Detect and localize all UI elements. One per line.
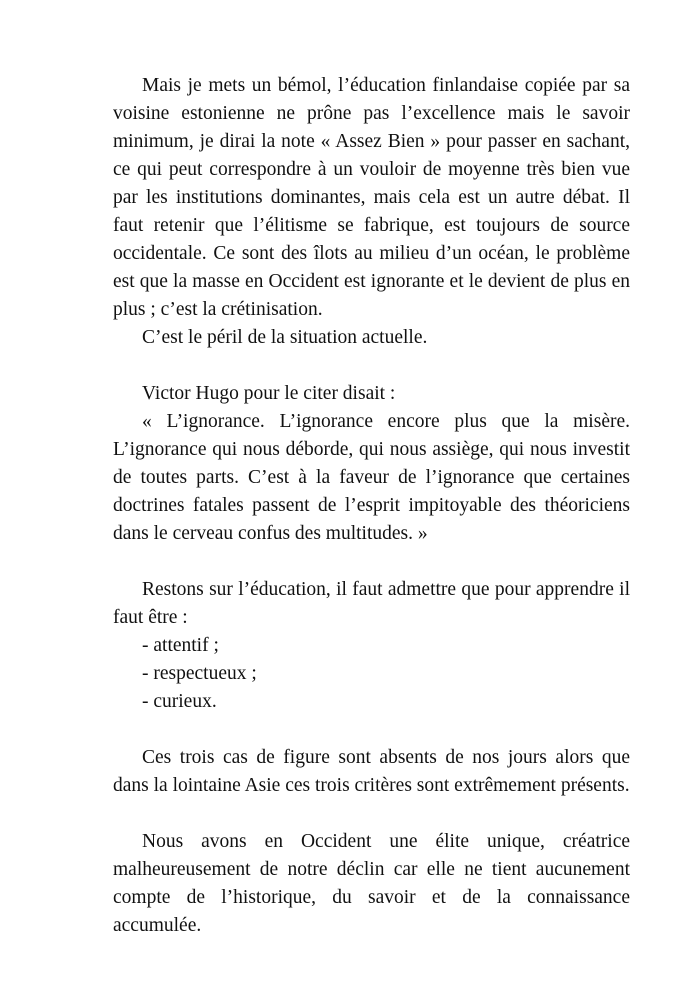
paragraph-peril: C’est le péril de la situation actuelle. — [142, 327, 428, 348]
paragraph-gap — [113, 716, 630, 744]
list-item-attentif: - attentif ; — [142, 635, 219, 656]
paragraph-education-finlandaise: Mais je mets un bémol, l’éducation finlandaise copiée par sa voisine estonienne ne prône pas l’excellence mais le savoir minimum, je dirai la note « Assez Bien » pour passer en sachant, ce qui peut correspondre à un vouloir de moyenne très bien vue par les institutions dominantes, mais cela est un autre débat. Il faut retenir que l’élitisme se fabrique, est toujours de source occidentale. Ce sont des îlots au milieu d’un océan, le problème est que la masse en Occident est ignorante et le devient de plus en plus ; c’est la crétinisation. — [113, 75, 630, 320]
paragraph-elite-occident: Nous avons en Occident une élite unique, créatrice malheureusement de notre déclin car elle ne tient aucunement compte de l’historique, du savoir et de la connaissance accumulée. — [113, 831, 630, 936]
paragraph-gap — [113, 548, 630, 576]
paragraph-victor-hugo-intro: Victor Hugo pour le citer disait : — [142, 383, 396, 404]
paragraph-gap — [113, 800, 630, 828]
paragraph-quote-ignorance: « L’ignorance. L’ignorance encore plus que la misère. L’ignorance qui nous déborde, qui nous assiège, qui nous investit de toutes parts. C’est à la faveur de l’ignorance que certaines doctrines fatales passent de l’esprit impitoyable des théoriciens dans le cerveau confus des multitudes. » — [113, 411, 630, 544]
paragraph-gap — [113, 352, 630, 380]
list-item-curieux: - curieux. — [142, 691, 217, 712]
paragraph-education-requirements: Restons sur l’éducation, il faut admettre que pour apprendre il faut être : — [113, 579, 630, 628]
list-item-respectueux: - respectueux ; — [142, 663, 257, 684]
document-page — [113, 72, 630, 940]
paragraph-asie: Ces trois cas de figure sont absents de nos jours alors que dans la lointaine Asie ces trois critères sont extrêmement présents. — [113, 747, 630, 796]
